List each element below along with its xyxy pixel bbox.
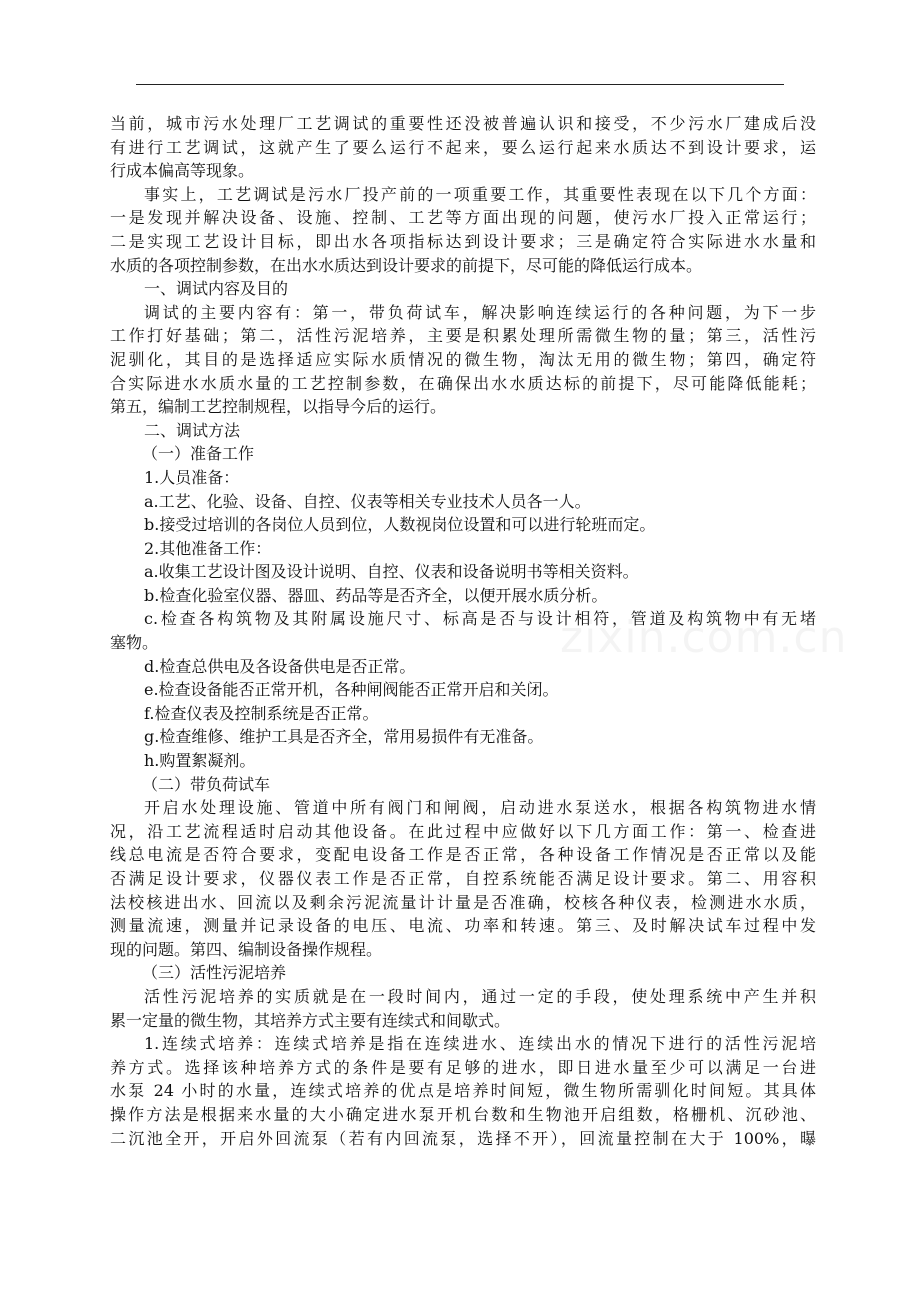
paragraph-line: 水质的各项控制参数，在出水水质达到设计要求的前提下，尽可能的降低运行成本。 — [110, 255, 703, 275]
subsection-heading: （二）带负荷试车 — [142, 774, 271, 794]
paragraph-line: 塞物。 — [110, 633, 159, 653]
paragraph-line: 一是发现并解决设备、设施、控制、工艺等方面出现的问题，使污水厂投入正常运行； — [110, 208, 816, 228]
paragraph-line: 合实际进水水质水量的工艺控制参数，在确保出水水质达标的前提下，尽可能降低能耗； — [110, 373, 816, 393]
paragraph-line: 否满足设计要求，仪器仪表工作是否正常，自控系统能否满足设计要求。第二、用容积 — [110, 869, 816, 888]
header-rule — [136, 84, 784, 85]
list-item: b.检查化验室仪器、器皿、药品等是否齐全，以便开展水质分析。 — [144, 585, 608, 605]
paragraph-line: 养方式。选择该种培养方式的条件是要有足够的进水，即日进水量至少可以满足一台进 — [110, 1057, 816, 1077]
paragraph-line: 水泵 24 小时的水量，连续式培养的优点是培养时间短，微生物所需驯化时间短。其具体 — [110, 1081, 816, 1101]
list-item: f.检查仪表及控制系统是否正常。 — [144, 703, 379, 723]
paragraph-line: 活性污泥培养的实质就是在一段时间内，通过一定的手段，使处理系统中产生并积 — [144, 986, 816, 1006]
paragraph-line: 况，沿工艺流程适时启动其他设备。在此过程中应做好以下几方面工作：第一、检查进 — [110, 821, 816, 841]
paragraph-line: 法校核进出水、回流以及剩余污泥流量计计量是否准确，校核各种仪表，检测进水水质， — [110, 892, 816, 912]
paragraph-line: 工作打好基础；第二，活性污泥培养，主要是积累处理所需微生物的量；第三，活性污 — [110, 326, 816, 346]
paragraph-line: 测量流速，测量并记录设备的电压、电流、功率和转速。第三、及时解决试车过程中发 — [110, 916, 816, 936]
list-heading: 2.其他准备工作： — [144, 538, 272, 558]
paragraph-line: 第五，编制工艺控制规程，以指导今后的运行。 — [110, 397, 447, 417]
paragraph-line: 二是实现工艺设计目标，即出水各项指标达到设计要求；三是确定符合实际进水水量和 — [110, 231, 816, 251]
list-item: g.检查维修、维护工具是否齐全，常用易损件有无准备。 — [144, 727, 544, 747]
document-body — [110, 112, 816, 1150]
paragraph-line: 累一定量的微生物，其培养方式主要有连续式和间歇式。 — [110, 1010, 511, 1030]
paragraph-line: 开启水处理设施、管道中所有阀门和闸阀，启动进水泵送水，根据各构筑物进水情 — [144, 798, 816, 818]
paragraph-line: 泥驯化，其目的是选择适应实际水质情况的微生物，淘汰无用的微生物；第四，确定符 — [110, 349, 816, 369]
paragraph-line: 行成本偏高等现象。 — [110, 161, 255, 181]
paragraph-line: 操作方法是根据来水量的大小确定进水泵开机台数和生物池开启组数，格栅机、沉砂池、 — [110, 1104, 816, 1124]
list-item: a.收集工艺设计图及设计说明、自控、仪表和设备说明书等相关资料。 — [144, 562, 639, 582]
paragraph-line: 当前，城市污水处理厂工艺调试的重要性还没被普遍认识和接受，不少污水厂建成后没 — [110, 114, 816, 133]
list-item: d.检查总供电及各设备供电是否正常。 — [144, 656, 416, 676]
list-item: a.工艺、化验、设备、自控、仪表等相关专业技术人员各一人。 — [144, 491, 591, 511]
paragraph-line: 调试的主要内容有：第一，带负荷试车，解决影响连续运行的各种问题，为下一步 — [144, 302, 816, 322]
paragraph-line: 现的问题。第四、编制设备操作规程。 — [110, 939, 383, 959]
paragraph-line: 有进行工艺调试，这就产生了要么运行不起来，要么运行起来水质达不到设计要求，运 — [110, 137, 816, 157]
paragraph-line: 二沉池全开，开启外回流泵（若有内回流泵，选择不开），回流量控制在大于 100%，曝 — [110, 1128, 816, 1148]
section-heading: 一、调试内容及目的 — [144, 279, 289, 299]
list-item: e.检查设备能否正常开机，各种闸阀能否正常开启和关闭。 — [144, 680, 559, 700]
paragraph-line: 事实上，工艺调试是污水厂投产前的一项重要工作，其重要性表现在以下几个方面： — [144, 184, 816, 204]
list-heading: 1.人员准备： — [144, 467, 240, 487]
paragraph-line: 1.连续式培养：连续式培养是指在连续进水、连续出水的情况下进行的活性污泥培 — [144, 1034, 816, 1054]
list-item: b.接受过培训的各岗位人员到位，人数视岗位设置和可以进行轮班而定。 — [144, 515, 656, 535]
list-item: c.检查各构筑物及其附属设施尺寸、标高是否与设计相符，管道及构筑物中有无堵 — [144, 609, 816, 629]
section-heading: 二、调试方法 — [144, 420, 241, 440]
paragraph-line: 线总电流是否符合要求，变配电设备工作是否正常，各种设备工作情况是否正常以及能 — [110, 845, 816, 865]
subsection-heading: （一）准备工作 — [142, 444, 255, 464]
subsection-heading: （三）活性污泥培养 — [142, 963, 287, 983]
list-item: h.购置絮凝剂。 — [144, 751, 256, 771]
